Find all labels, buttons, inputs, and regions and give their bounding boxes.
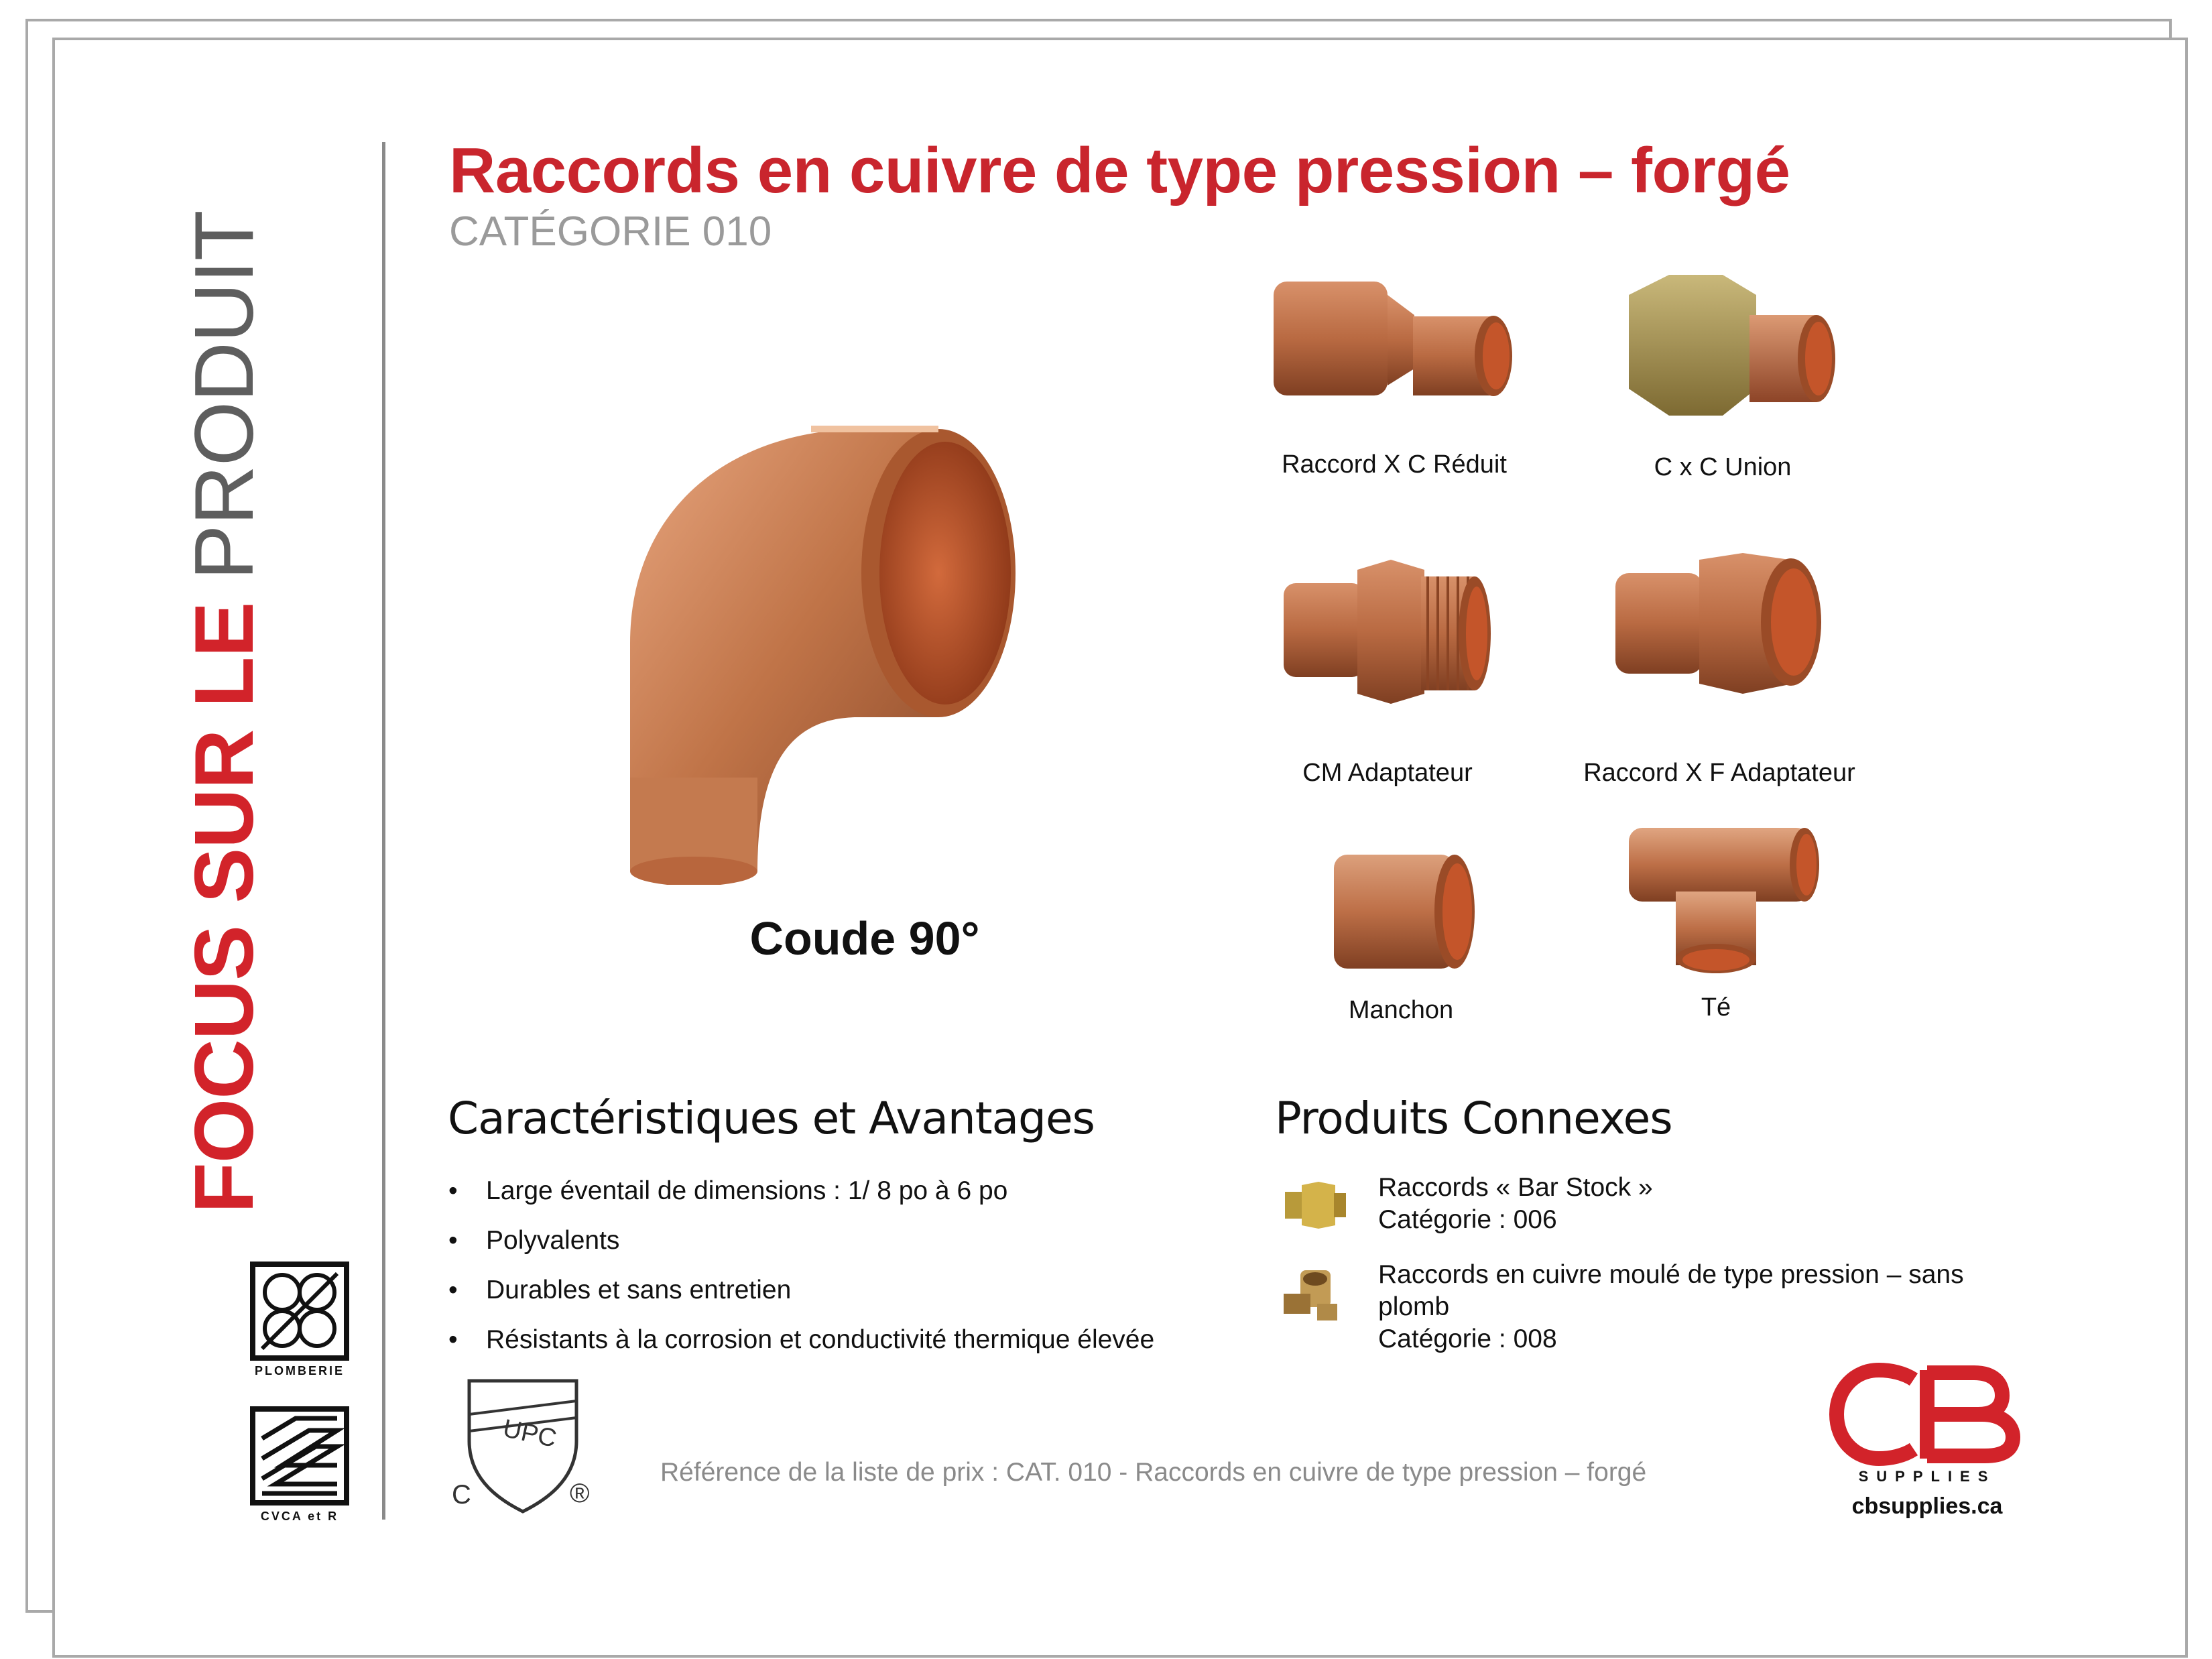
related-item-text <box>1378 1172 1653 1236</box>
bullet: • <box>448 1276 458 1304</box>
side-banner <box>168 127 282 1213</box>
hvac-icon <box>250 1406 349 1506</box>
feature-text: Résistants à la corrosion et conductivité thermique élevée <box>486 1325 1155 1354</box>
female-adapter-image <box>1609 550 1837 704</box>
product-label-female-adapter: Raccord X F Adaptateur <box>1583 759 1855 787</box>
product-label-union: C x C Union <box>1654 453 1792 481</box>
price-list-reference: Référence de la liste de prix : CAT. 010 - Raccords en cuivre de type pression – forgé <box>660 1458 1647 1487</box>
bar-stock-fitting-icon <box>1282 1178 1349 1235</box>
website-link[interactable]: cbsupplies.ca <box>1851 1493 2003 1519</box>
related-item-category: Catégorie : 006 <box>1378 1205 1557 1234</box>
upc-c-text: C <box>452 1480 471 1510</box>
related-item-text <box>1378 1259 1964 1355</box>
male-adapter-image <box>1277 550 1498 717</box>
plumbing-icon <box>250 1262 349 1361</box>
elbow-90-image <box>590 402 1126 885</box>
bullet: • <box>448 1226 458 1255</box>
cast-fitting-icon <box>1280 1267 1347 1331</box>
product-label-tee: Té <box>1701 993 1731 1022</box>
upc-mark-text: UPC <box>500 1414 559 1453</box>
feature-text: Polyvalents <box>486 1226 620 1255</box>
upc-certification-icon <box>442 1367 603 1528</box>
category-label: CATÉGORIE 010 <box>449 208 772 255</box>
product-label-reducer: Raccord X C Réduit <box>1282 450 1507 479</box>
main-product-caption: Coude 90° <box>749 912 980 965</box>
feature-text: Durables et sans entretien <box>486 1276 792 1304</box>
list-item <box>446 1216 1154 1266</box>
union-image <box>1615 268 1837 429</box>
hvac-label: CVCA et R <box>260 1510 339 1523</box>
product-label-male-adapter: CM Adaptateur <box>1302 759 1473 787</box>
related-item-name-line1: Raccords en cuivre moulé de type pression – sans <box>1378 1260 1964 1289</box>
features-list <box>446 1166 1154 1365</box>
list-item <box>446 1166 1154 1216</box>
related-item-category: Catégorie : 008 <box>1378 1325 1557 1353</box>
related-heading: Produits Connexes <box>1275 1093 1672 1144</box>
side-banner-red: FOCUS SUR LE <box>178 580 271 1213</box>
vertical-divider <box>382 142 385 1520</box>
list-item <box>446 1315 1154 1365</box>
bullet: • <box>448 1176 458 1205</box>
related-item-name: Raccords « Bar Stock » <box>1378 1173 1653 1202</box>
feature-text: Large éventail de dimensions : 1/ 8 po à 6 po <box>486 1176 1008 1205</box>
bullet: • <box>448 1325 458 1354</box>
logo-subtitle: SUPPLIES <box>1858 1468 1996 1485</box>
related-item-name-line2: plomb <box>1378 1292 1450 1321</box>
cb-supplies-logo <box>1827 1361 2028 1468</box>
product-label-coupling: Manchon <box>1348 996 1454 1024</box>
list-item <box>446 1266 1154 1315</box>
plumbing-label: PLOMBERIE <box>254 1364 345 1377</box>
tee-image <box>1622 818 1823 979</box>
page-title: Raccords en cuivre de type pression – forgé <box>449 135 1790 206</box>
coupling-image <box>1324 845 1478 979</box>
reducer-image <box>1267 268 1515 436</box>
features-heading: Caractéristiques et Avantages <box>448 1093 1095 1144</box>
upc-registered-text: ® <box>570 1479 590 1508</box>
side-banner-gray: PRODUIT <box>178 210 271 580</box>
